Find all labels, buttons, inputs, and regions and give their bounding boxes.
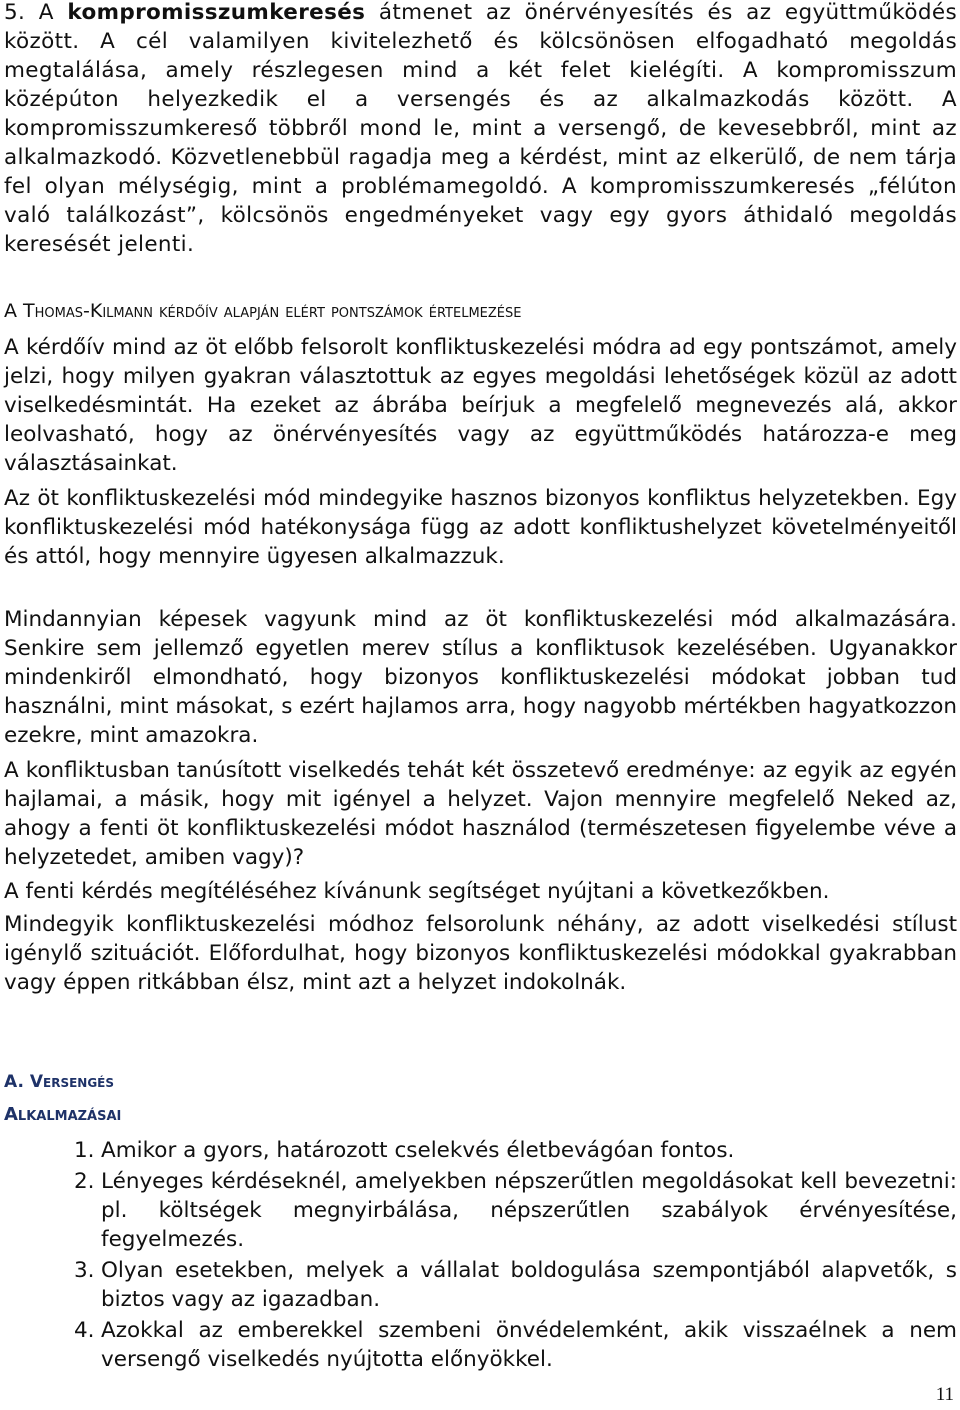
paragraph-1: A kérdőív mind az öt előbb felsorolt konfliktuskezelési módra ad egy pontszámot, amely jelzi, hogy milyen gyakran választottuk az egyes megoldási lehetőségek közül az adott viselkedésmintát. Ha ezeket az ábrába beírjuk a megfelelő megnevezés alá, akkor leolvasható, hogy az önérvényesítés vagy az együttműködés határozza-e meg választásainkat. [4, 335, 957, 476]
section-a-subtitle: Alkalmazásai [4, 1104, 122, 1125]
paragraph-2: Az öt konfliktuskezelési mód mindegyike hasznos bizonyos konfliktus helyzetekben. Egy konfliktuskezelési mód hatékonysága függ az adott konfliktushelyzet követelményeitől és attól, hogy mennyire ügyesen alkalmazzuk. [4, 486, 957, 569]
paragraph-3: Mindannyian képesek vagyunk mind az öt konfliktuskezelési mód alkalmazására. Senkire sem jellemző egyetlen merev stílus a konfliktusok kezelésében. Ugyanakkor mindenkiről elmondható, hogy bizonyos konfliktuskezelési módokat jobban tud használni, mint másokat, s ezért hajlamos arra, hogy nagyobb mértékben hagyatkozzon ezekre, mint amazokra. [4, 607, 957, 748]
section-a-title: A. Versengés [4, 1072, 115, 1092]
list-item-text: Olyan esetekben, melyek a vállalat boldogulása szempontjából alapvetők, s biztos vagy az igazadban. [101, 1258, 957, 1312]
list-item-text: Amikor a gyors, határozott cselekvés életbevágóan fontos. [101, 1138, 735, 1163]
paragraph-4: A konfliktusban tanúsított viselkedés tehát két összetevő eredménye: az egyik az egyén hajlamai, a másik, hogy mit igényel a helyzet. Vajon mennyire megfelelő Neked az, ahogy a fenti öt konfliktuskezelési módot használod (természetesen figyelembe véve a helyzetedet, amiben vagy)? [4, 758, 957, 870]
list-item [4, 1136, 957, 1165]
section-5-number: 5. A [4, 0, 54, 25]
section-5-text: átmenet az önérvényesítés és az együttműködés között. A cél valamilyen kivitelezhető és kölcsönösen elfogadható megoldás megtalálása, amely részlegesen mind a két felet kielégíti. A kompromisszum középúton helyezkedik el a versengés és az alkalmazkodás között. A kompromisszumkereső többről mond le, mint a versengő, de kevesebbről, mint az alkalmazkodó. Közvetlenebbül ragadja meg a kérdést, mint az elkerülő, de nem tárja fel olyan mélységig, mint a problémamegoldó. A kompromisszumkeresés „félúton való találkozást”, kölcsönös engedményeket vagy egy gyors áthidaló megoldás keresését jelenti. [4, 0, 957, 257]
list-item-number: 1. [74, 1138, 95, 1163]
list-item [4, 1316, 957, 1374]
page-number: 11 [935, 1384, 954, 1405]
list-item [4, 1167, 957, 1254]
applications-list [4, 1136, 957, 1376]
list-item [4, 1256, 957, 1314]
list-item-text: Azokkal az emberekkel szembeni önvédelemként, akik visszaélnek a nem versengő viselkedés nyújtotta előnyökkel. [101, 1318, 957, 1372]
list-item-text: Lényeges kérdéseknél, amelyekben népszerűtlen megoldásokat kell bevezetni: pl. költségek megnyirbálása, népszerűtlen szabályok érvényesítése, fegyelmezés. [101, 1169, 957, 1252]
paragraph-5: A fenti kérdés megítéléséhez kívánunk segítséget nyújtani a következőkben. [4, 879, 830, 904]
section-5-paragraph [4, 0, 957, 259]
list-item-number: 4. [74, 1318, 95, 1343]
list-item-number: 3. [74, 1258, 95, 1283]
paragraph-6: Mindegyik konfliktuskezelési módhoz felsorolunk néhány, az adott viselkedési stílust igénylő szituációt. Előfordulhat, hogy bizonyos konfliktuskezelési módokkal gyakrabban vagy éppen ritkábban élsz, mint azt a helyzet indokolnák. [4, 912, 957, 995]
list-item-number: 2. [74, 1169, 95, 1194]
interpretation-heading: A Thomas-Kilmann kérdőív alapján elért pontszámok értelmezése [4, 300, 522, 322]
document-page [4, 0, 957, 1372]
section-5-term: kompromisszumkeresés [67, 0, 366, 25]
